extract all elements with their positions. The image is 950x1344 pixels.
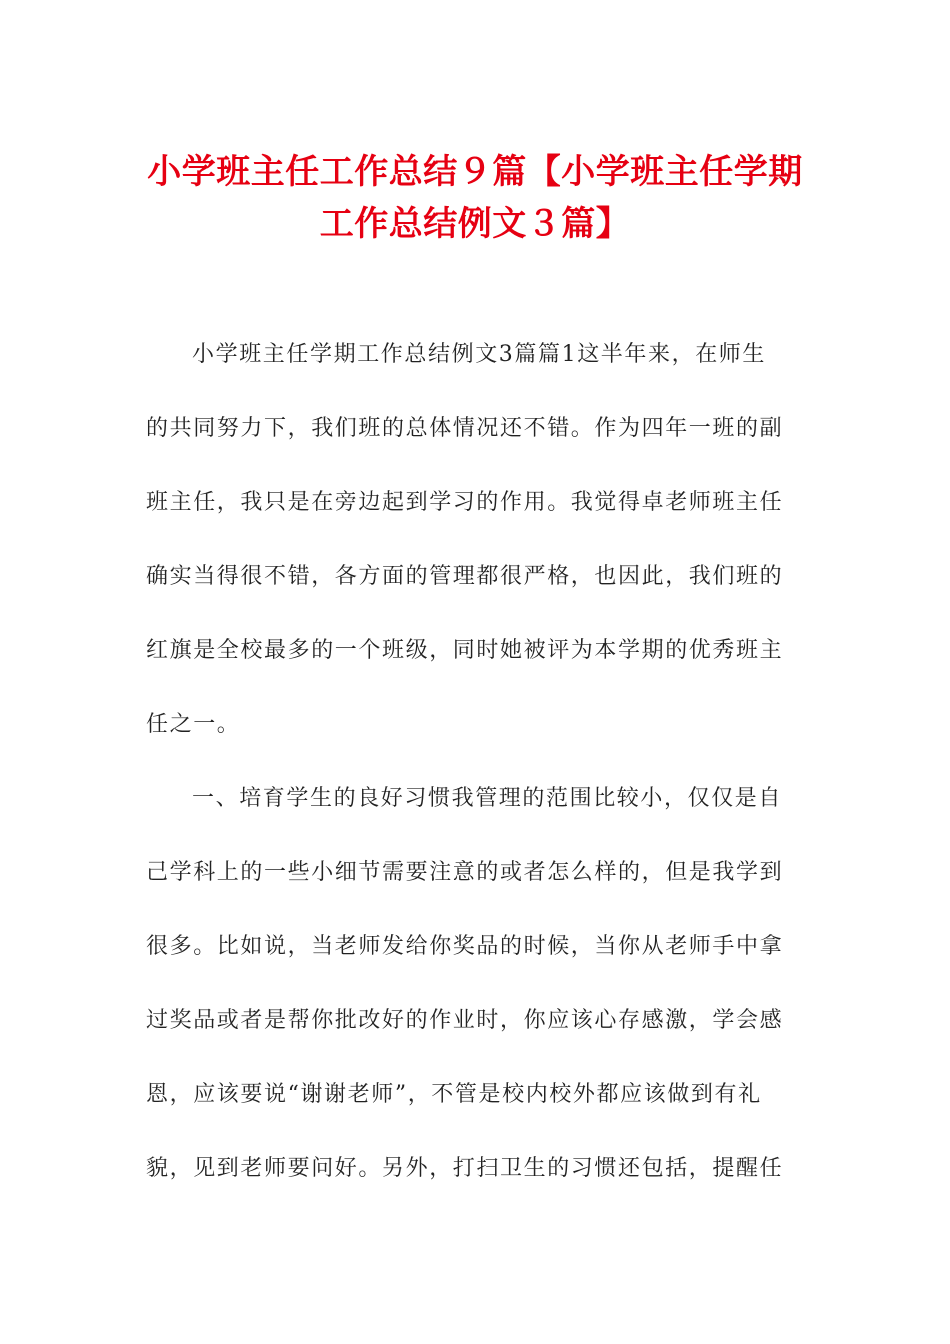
paragraph-1 <box>146 318 792 762</box>
paragraph-line: 一、培育学生的良好习惯我管理的范围比较小，仅仅是自 <box>192 786 783 811</box>
paragraph-line: 红旗是全校最多的一个班级，同时她被评为本学期的优秀班主 <box>146 638 784 663</box>
document-title <box>120 146 830 250</box>
paragraph-line: 很多。比如说，当老师发给你奖品的时候，当你从老师手中拿 <box>146 934 784 959</box>
title-line-1: 小学班主任工作总结９篇【小学班主任学期 <box>147 152 803 192</box>
paragraph-line: 己学科上的一些小细节需要注意的或者怎么样的，但是我学到 <box>146 860 784 885</box>
paragraph-line: 的共同努力下，我们班的总体情况还不错。作为四年一班的副 <box>146 416 784 441</box>
paragraph-line: 小学班主任学期工作总结例文3篇篇1这半年来，在师生 <box>192 342 766 367</box>
title-line-2: 工作总结例文３篇】 <box>319 204 631 244</box>
paragraph-line: 貌，见到老师要问好。另外，打扫卫生的习惯还包括，提醒任 <box>146 1156 784 1181</box>
paragraph-line: 班主任，我只是在旁边起到学习的作用。我觉得卓老师班主任 <box>146 490 784 515</box>
paragraph-2 <box>146 762 792 1206</box>
paragraph-line: 恩，应该要说“谢谢老师”，不管是校内校外都应该做到有礼 <box>146 1082 762 1107</box>
paragraph-line: 过奖品或者是帮你批改好的作业时，你应该心存感激，学会感 <box>146 1008 784 1033</box>
paragraph-line: 确实当得很不错，各方面的管理都很严格，也因此，我们班的 <box>146 564 784 589</box>
paragraph-line: 任之一。 <box>146 712 241 737</box>
document-body <box>146 318 792 1206</box>
